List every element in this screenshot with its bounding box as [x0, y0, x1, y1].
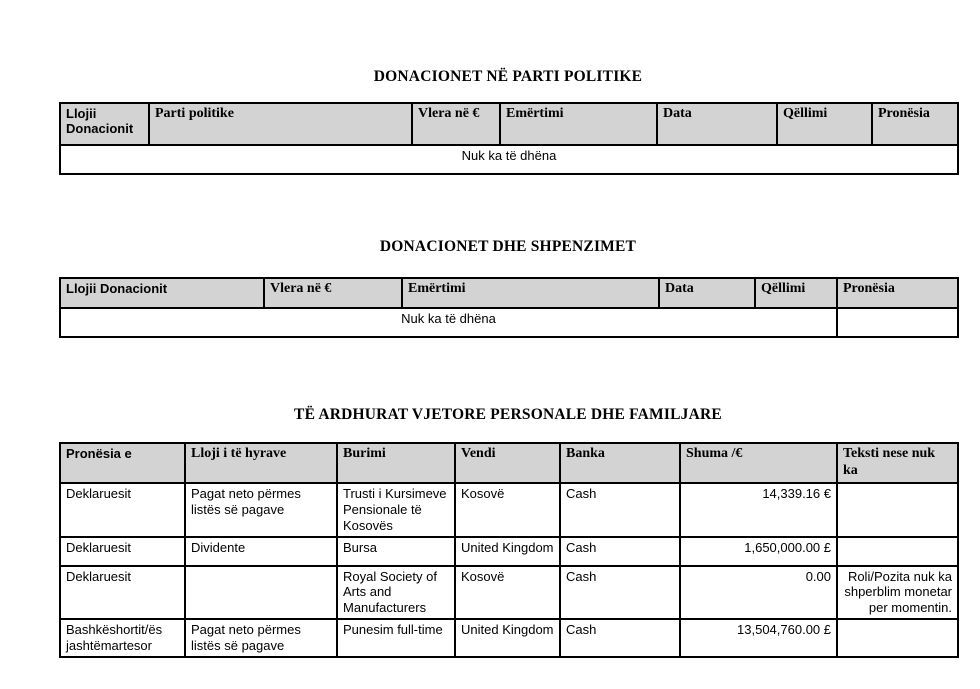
table-header-row	[60, 103, 958, 145]
table-row	[60, 308, 958, 337]
column-header: Emërtimi	[402, 278, 659, 308]
column-header: Burimi	[337, 443, 455, 483]
section-title-donations-expenses: DONACIONET DHE SHPENZIMET	[379, 238, 637, 255]
cell-source: Punesim full-time	[337, 619, 455, 657]
cell-country: Kosovë	[455, 483, 560, 537]
cell-note	[837, 619, 958, 657]
table-row	[60, 566, 958, 620]
table-donations-political-parties	[59, 102, 959, 175]
cell-income-type: Pagat neto përmes listës së pagave	[185, 483, 337, 537]
cell-income-type	[185, 566, 337, 620]
table-header-row	[60, 443, 958, 483]
cell-bank: Cash	[560, 619, 680, 657]
cell-amount: 14,339.16 €	[680, 483, 837, 537]
cell-bank: Cash	[560, 537, 680, 566]
column-header: Llojii Donacionit	[60, 103, 149, 145]
column-header: Parti politike	[149, 103, 412, 145]
section-title-donations-political-parties: DONACIONET NË PARTI POLITIKE	[373, 68, 643, 85]
column-header: Vlera në €	[264, 278, 402, 308]
cell-amount: 0.00	[680, 566, 837, 620]
column-header: Pronësia	[872, 103, 958, 145]
cell-note	[837, 483, 958, 537]
section-title-annual-income: TË ARDHURAT VJETORE PERSONALE DHE FAMILJARE	[294, 406, 722, 423]
cell-bank: Cash	[560, 566, 680, 620]
table-header-row	[60, 278, 958, 308]
column-header: Vlera në €	[412, 103, 500, 145]
column-header: Llojii Donacionit	[60, 278, 264, 308]
no-data-cell: Nuk ka të dhëna	[60, 145, 958, 174]
column-header: Teksti nese nuk ka	[837, 443, 958, 483]
column-header: Vendi	[455, 443, 560, 483]
column-header: Pronësia e	[60, 443, 185, 483]
column-header: Data	[659, 278, 755, 308]
cell-source: Royal Society of Arts and Manufacturers	[337, 566, 455, 620]
table-row	[60, 537, 958, 566]
column-header: Lloji i të hyrave	[185, 443, 337, 483]
table-row	[60, 145, 958, 174]
table-donations-expenses	[59, 277, 959, 338]
cell-country: Kosovë	[455, 566, 560, 620]
no-data-cell: Nuk ka të dhëna	[60, 308, 837, 337]
cell-ownership: Bashkëshortit/ës jashtëmartesor	[60, 619, 185, 657]
cell-source: Trusti i Kursimeve Pensionale të Kosovës	[337, 483, 455, 537]
cell-country: United Kingdom	[455, 537, 560, 566]
table-row	[60, 619, 958, 657]
column-header: Qëllimi	[755, 278, 837, 308]
cell-ownership: Deklaruesit	[60, 537, 185, 566]
column-header: Pronësia	[837, 278, 958, 308]
cell-bank: Cash	[560, 483, 680, 537]
cell-amount: 1,650,000.00 £	[680, 537, 837, 566]
cell-note	[837, 537, 958, 566]
cell-source: Bursa	[337, 537, 455, 566]
table-cell-empty	[837, 308, 958, 337]
cell-ownership: Deklaruesit	[60, 566, 185, 620]
column-header: Qëllimi	[777, 103, 872, 145]
column-header: Shuma /€	[680, 443, 837, 483]
column-header: Banka	[560, 443, 680, 483]
table-row	[60, 483, 958, 537]
cell-ownership: Deklaruesit	[60, 483, 185, 537]
cell-income-type: Pagat neto përmes listës së pagave	[185, 619, 337, 657]
column-header: Data	[657, 103, 777, 145]
cell-country: United Kingdom	[455, 619, 560, 657]
cell-amount: 13,504,760.00 £	[680, 619, 837, 657]
cell-note: Roli/Pozita nuk ka shperblim monetar per momentin.	[837, 566, 958, 620]
cell-income-type: Dividente	[185, 537, 337, 566]
table-annual-income	[59, 442, 959, 658]
column-header: Emërtimi	[500, 103, 657, 145]
